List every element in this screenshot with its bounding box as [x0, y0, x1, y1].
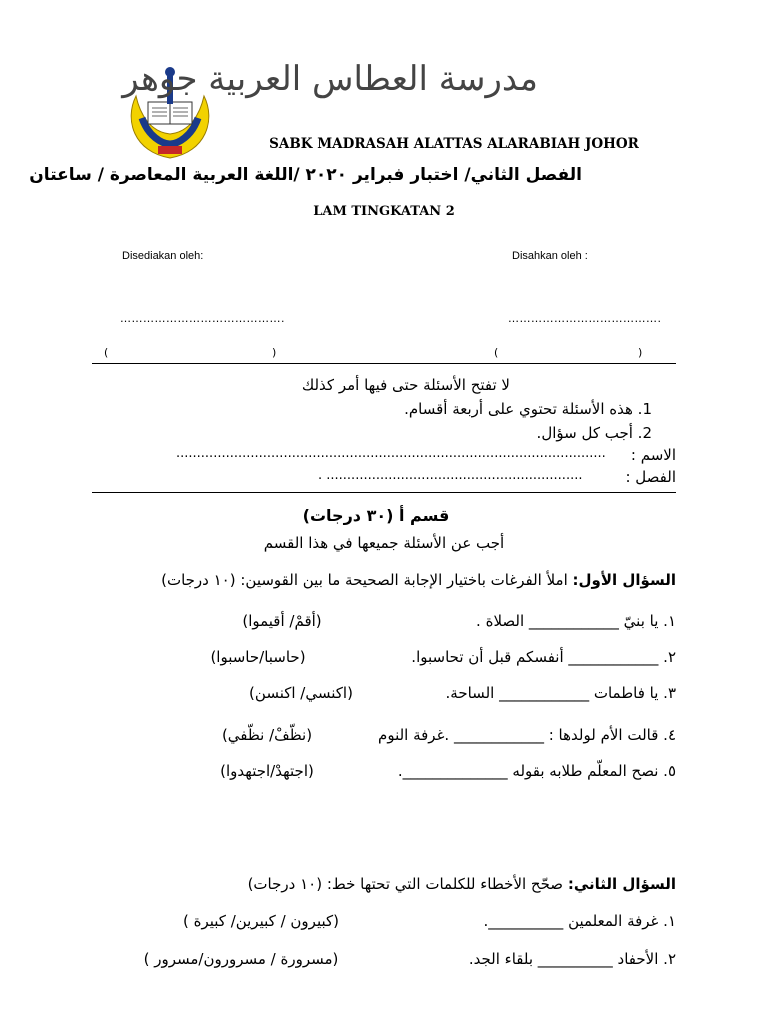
- divider-bottom: [92, 492, 676, 493]
- question-2-prompt: [230, 875, 676, 893]
- school-name: SABK MADRASAH ALATTAS ALARABIAH JOHOR: [269, 136, 639, 152]
- approved-by-label: Disahkan oleh :: [512, 250, 588, 262]
- question-1-prompt: [120, 571, 676, 589]
- question-1-label: السؤال الأول:: [572, 571, 676, 589]
- section-a-title: قسم أ (٣٠ درجات): [302, 506, 450, 525]
- student-name-field: ........................................................................................................: [176, 446, 606, 461]
- approved-paren-open: (: [494, 346, 499, 359]
- student-class-field: . ..............................................................: [318, 468, 583, 483]
- prepared-by-label: Disediakan oleh:: [122, 250, 204, 262]
- question-2-item-1: ١. غرفة المعلمين __________.: [483, 912, 676, 930]
- question-2-item-2-options: (مسرورة / مسرورون/مسرور ): [143, 950, 339, 968]
- question-1-item-5: ٥. نصح المعلّم طلابه بقوله ______________.: [397, 762, 676, 780]
- question-1-item-3: ٣. يا فاطمات ____________ الساحة.: [445, 684, 676, 702]
- question-1-text: املأ الفرغات باختيار الإجابة الصحيحة ما بين القوسين: (١٠ درجات): [161, 571, 568, 589]
- student-class-label: الفصل :: [625, 468, 676, 486]
- section-a-instruction: أجب عن الأسئلة جميعها في هذا القسم: [263, 534, 505, 552]
- question-1-item-4-options: (نظّفْ/ نظّفي): [221, 726, 313, 744]
- prepared-paren-close: ): [272, 346, 277, 359]
- divider-top: [92, 363, 676, 364]
- question-1-item-5-options: (اجتهدْ/اجتهدوا): [220, 762, 314, 780]
- approved-paren-close: ): [638, 346, 643, 359]
- question-1-item-4: ٤. قالت الأم لولدها : ____________ .غرفة النوم: [378, 726, 676, 744]
- question-1-item-2: ٢. ____________ أنفسكم قبل أن تحاسبوا.: [411, 648, 676, 666]
- question-2-item-2: ٢. الأحفاد __________ بلقاء الجد.: [468, 950, 676, 968]
- question-2-label: السؤال الثاني:: [567, 875, 676, 893]
- form-level: LAM TINGKATAN 2: [313, 204, 455, 219]
- exam-title: الفصل الثاني/ اختبار فبراير ٢٠٢٠ /اللغة العربية المعاصرة / ساعتان: [29, 165, 582, 185]
- instruction-item-1: 1. هذه الأسئلة تحتوي على أربعة أقسام.: [404, 400, 652, 418]
- instruction-item-2: 2. أجب كل سؤال.: [536, 424, 652, 442]
- school-calligraphy-header: مدرسة العطاس العربية جوهر: [122, 59, 538, 99]
- question-2-item-1-options: (كبيرون / كبيرين/ كبيرة ): [182, 912, 339, 930]
- prepared-by-signature-line: …………………………………….: [120, 312, 285, 325]
- question-1-item-2-options: (حاسبا/حاسبوا): [210, 648, 306, 666]
- question-1-item-1: ١. يا بنيّ ____________ الصلاة .: [476, 612, 676, 630]
- question-1-item-3-options: (اكنسي/ اكنسن): [249, 684, 353, 702]
- student-name-label: الاسم :: [630, 446, 676, 464]
- approved-by-signature-line: ………………………………….: [508, 312, 662, 325]
- question-1-item-1-options: (أقمْ/ أقيموا): [242, 612, 322, 630]
- instruction-warning: لا تفتح الأسئلة حتى فيها أمر كذلك: [301, 376, 510, 394]
- prepared-paren-open: (: [104, 346, 109, 359]
- question-2-text: صحّح الأخطاء للكلمات التي تحتها خط: (١٠ درجات): [247, 875, 564, 893]
